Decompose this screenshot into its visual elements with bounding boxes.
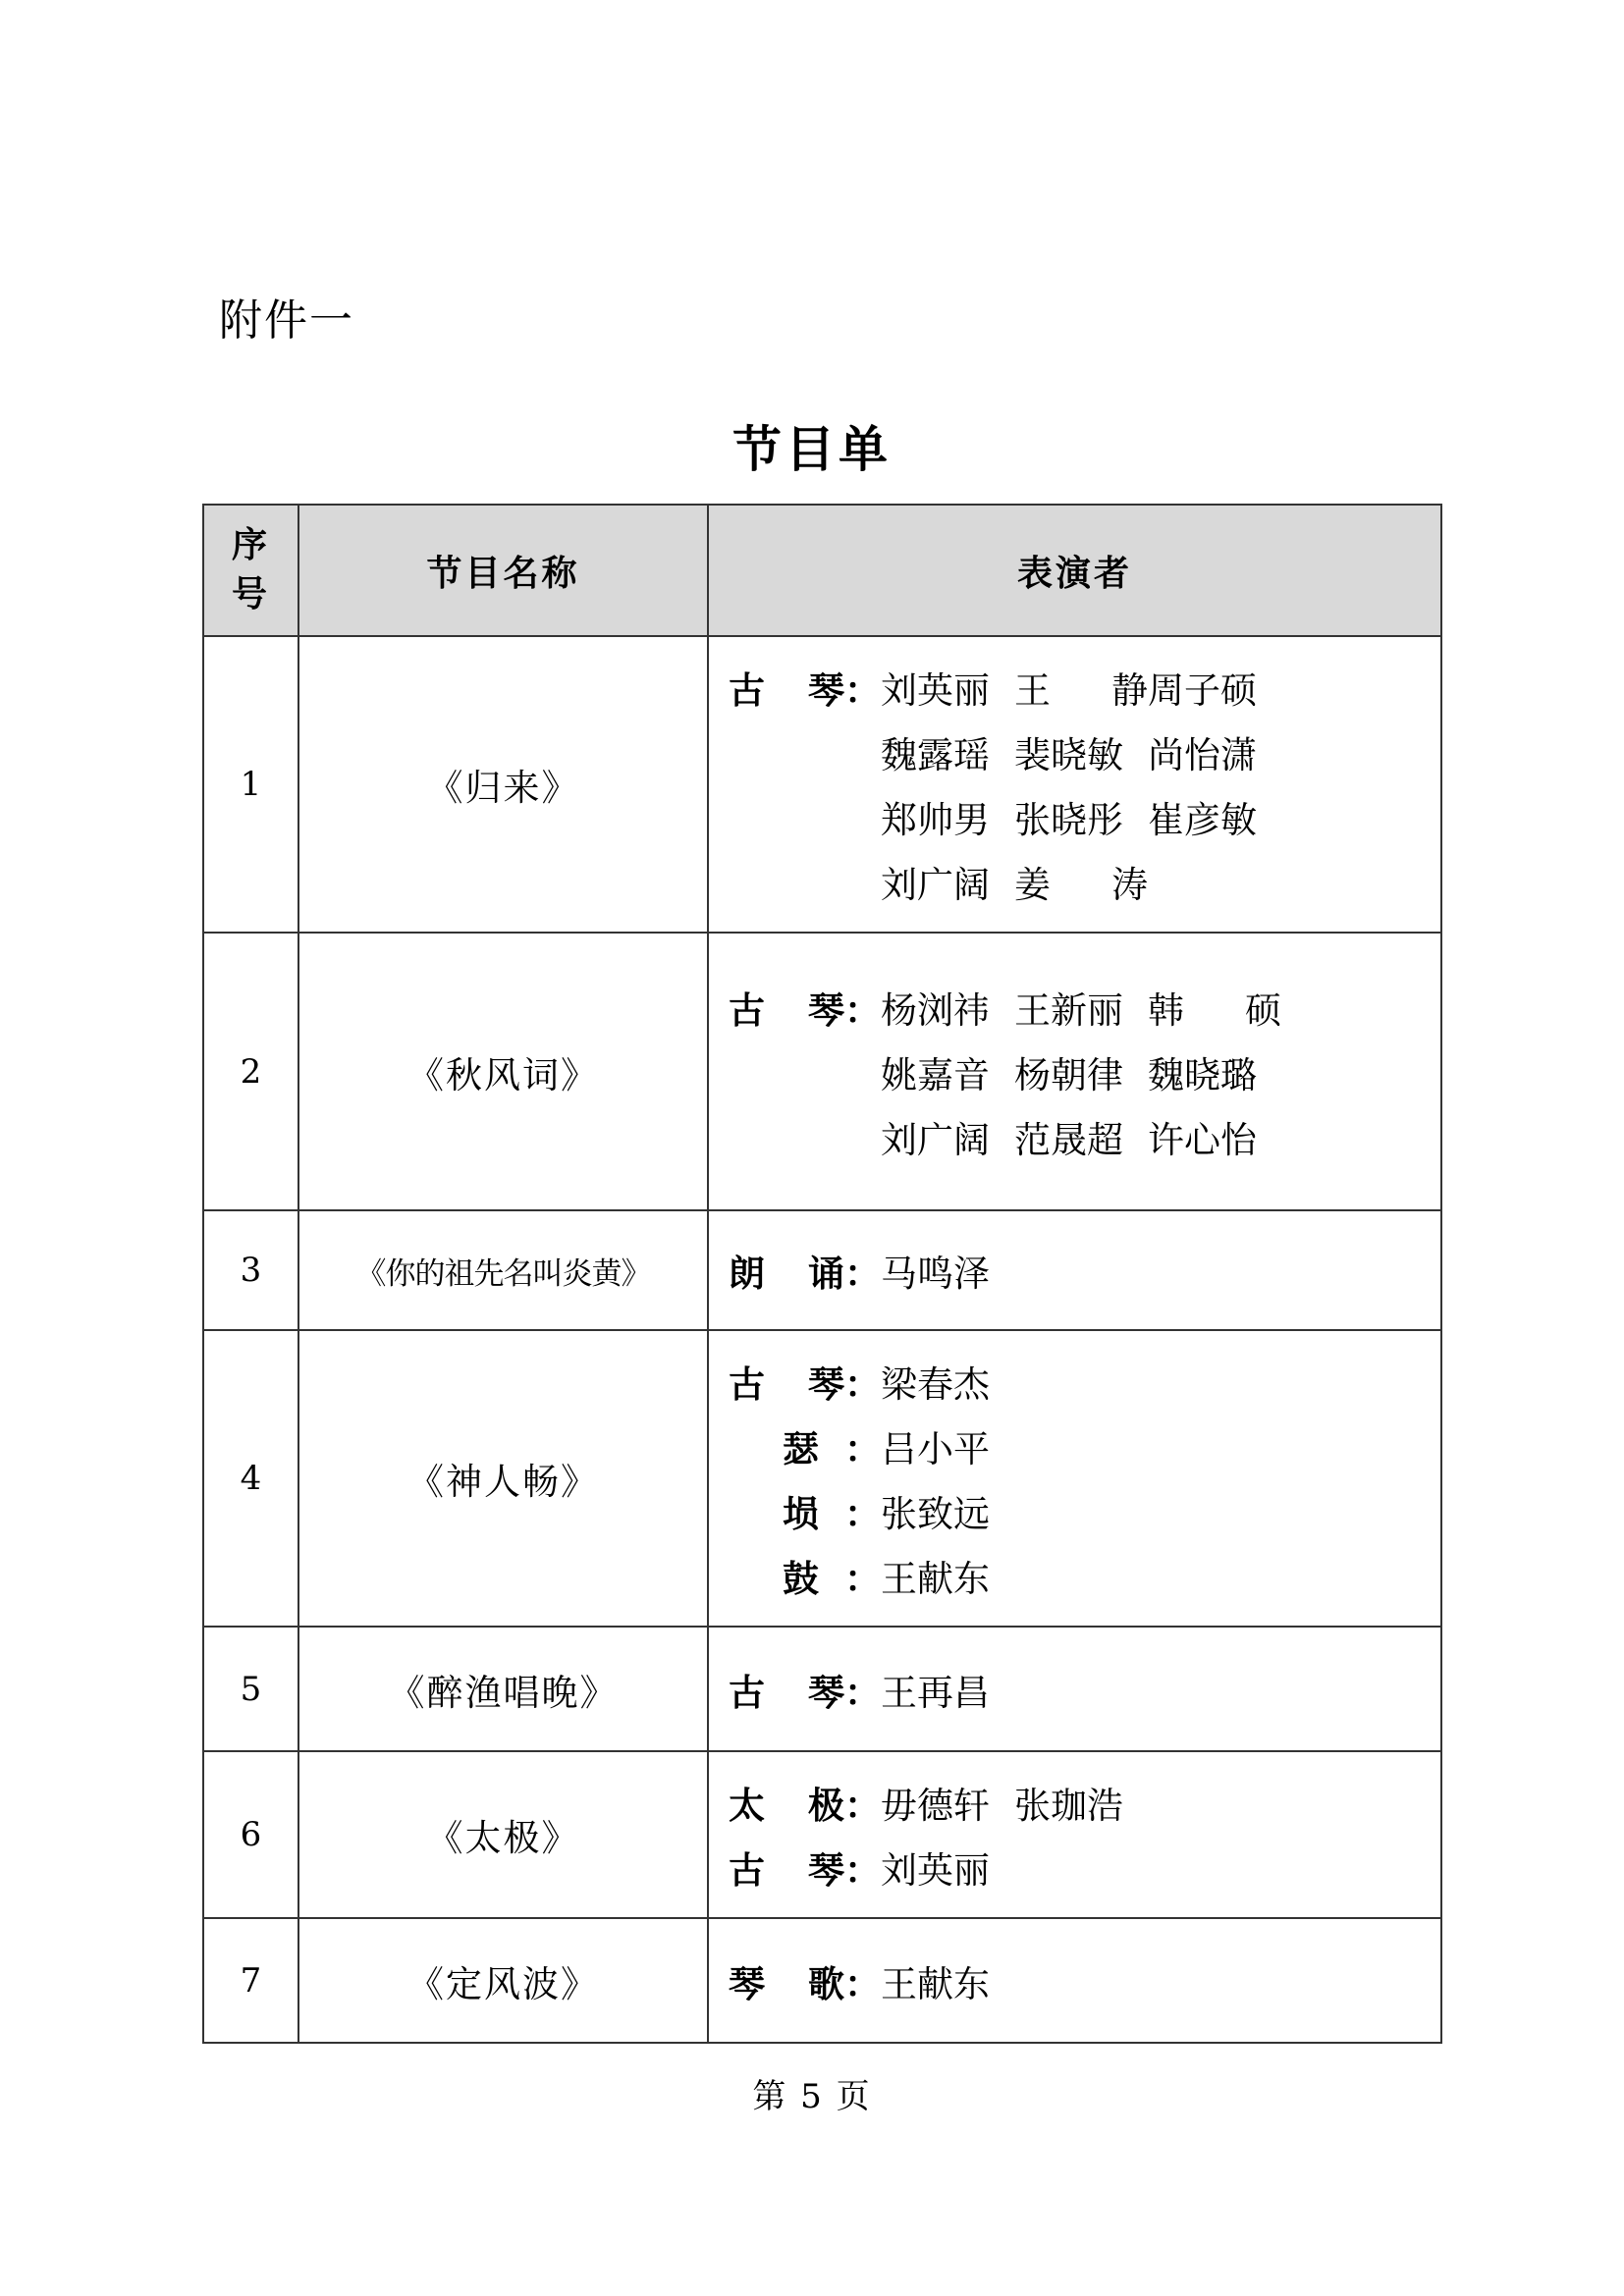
performer-name: 许 心 怡 <box>1148 1118 1257 1161</box>
performer-name: 裴 晓 敏 <box>1014 734 1123 776</box>
program-name: 《归来》 <box>298 636 708 933</box>
header-performers: 表演者 <box>708 505 1441 636</box>
performer-line <box>729 655 1440 720</box>
row-seq: 1 <box>203 636 298 933</box>
table-row <box>203 1210 1441 1330</box>
performer-name: 郑 帅 男 <box>881 799 990 841</box>
performer-name: 张 致 远 <box>881 1493 990 1535</box>
row-seq: 5 <box>203 1627 298 1751</box>
performer-name: 周 子 硕 <box>1148 669 1257 712</box>
performer-role: 古 琴： <box>729 988 881 1032</box>
performer-line <box>729 1949 1440 2013</box>
program-name: 《醉渔唱晚》 <box>298 1627 708 1751</box>
performer-line <box>729 1414 1440 1478</box>
performer-name: 崔 彦 敏 <box>1148 799 1257 841</box>
performer-role: 鼓 ： <box>783 1558 881 1600</box>
header-seq: 序 号 <box>203 505 298 636</box>
table-header-row <box>203 505 1441 636</box>
performer-line <box>729 1104 1440 1169</box>
performer-name: 吕 小 平 <box>881 1428 990 1470</box>
performer-line <box>729 1543 1440 1608</box>
performer-name: 王 献 东 <box>881 1962 990 2005</box>
header-name: 节目名称 <box>298 505 708 636</box>
performers-cell <box>708 636 1441 933</box>
performer-name: 刘 英 丽 <box>881 669 990 712</box>
performer-role: 古 琴： <box>729 1671 881 1714</box>
performer-line <box>729 1835 1440 1899</box>
performer-name: 魏 露 瑶 <box>881 734 990 776</box>
program-table <box>202 504 1442 2044</box>
performer-name: 马 鸣 泽 <box>881 1253 990 1295</box>
row-seq: 6 <box>203 1751 298 1918</box>
performer-role: 古 琴： <box>729 1849 881 1892</box>
page-title: 节目单 <box>732 421 892 478</box>
performer-line <box>729 1770 1440 1835</box>
performer-name: 王 献 东 <box>881 1558 990 1600</box>
performer-name: 王 新 丽 <box>1014 988 1123 1032</box>
performers-cell <box>708 1751 1441 1918</box>
performers-cell <box>708 1210 1441 1330</box>
performers-cell <box>708 1627 1441 1751</box>
performer-name: 梁 春 杰 <box>881 1363 990 1406</box>
performer-name: 杨 朝 律 <box>1014 1053 1123 1096</box>
performer-name: 姚 嘉 音 <box>881 1053 990 1096</box>
performer-role: 琴 歌： <box>729 1962 881 2005</box>
performer-line <box>729 1657 1440 1722</box>
performer-name: 张 晓 彤 <box>1014 799 1123 841</box>
performer-name: 张 珈 浩 <box>1014 1785 1123 1827</box>
attachment-label: 附件一 <box>219 295 354 346</box>
performer-line <box>729 975 1440 1040</box>
performer-name: 杨 浏 祎 <box>881 988 990 1032</box>
performer-name: 范 晟 超 <box>1014 1118 1123 1161</box>
performer-line <box>729 720 1440 784</box>
performer-name: 尚 怡 潇 <box>1148 734 1257 776</box>
program-name: 《定风波》 <box>298 1918 708 2043</box>
performers-cell <box>708 933 1441 1210</box>
row-seq: 7 <box>203 1918 298 2043</box>
program-name: 《太极》 <box>298 1751 708 1918</box>
performer-name: 王 再 昌 <box>881 1671 990 1714</box>
program-name: 《神人畅》 <box>298 1330 708 1627</box>
performer-role: 瑟 ： <box>783 1428 881 1470</box>
program-name: 《你的祖先名叫炎黄》 <box>298 1210 708 1330</box>
row-seq: 4 <box>203 1330 298 1627</box>
row-seq: 3 <box>203 1210 298 1330</box>
performer-name: 王 静 <box>1014 669 1148 712</box>
performer-name: 刘 英 丽 <box>881 1849 990 1892</box>
page-number: 第 5 页 <box>752 2077 872 2116</box>
performer-role: 朗 诵： <box>729 1253 881 1295</box>
performer-name: 刘 广 阔 <box>881 1118 990 1161</box>
performer-line <box>729 1238 1440 1303</box>
performer-line <box>729 784 1440 849</box>
performer-line <box>729 849 1440 914</box>
performer-role: 太 极： <box>729 1785 881 1827</box>
table-row <box>203 933 1441 1210</box>
performer-name: 魏 晓 璐 <box>1148 1053 1257 1096</box>
row-seq: 2 <box>203 933 298 1210</box>
table-row <box>203 1330 1441 1627</box>
performer-role: 埙 ： <box>783 1493 881 1535</box>
performers-cell <box>708 1330 1441 1627</box>
program-name: 《秋风词》 <box>298 933 708 1210</box>
performer-line <box>729 1478 1440 1543</box>
performer-line <box>729 1349 1440 1414</box>
performer-name: 毋 德 轩 <box>881 1785 990 1827</box>
table-row <box>203 1918 1441 2043</box>
performer-role: 古 琴： <box>729 669 881 712</box>
table-row <box>203 1627 1441 1751</box>
performer-line <box>729 1040 1440 1104</box>
performers-cell <box>708 1918 1441 2043</box>
table-row <box>203 1751 1441 1918</box>
performer-role: 古 琴： <box>729 1363 881 1406</box>
performer-name: 刘 广 阔 <box>881 864 990 906</box>
performer-name: 韩 硕 <box>1148 988 1281 1032</box>
performer-name: 姜 涛 <box>1014 864 1148 906</box>
table-row <box>203 636 1441 933</box>
